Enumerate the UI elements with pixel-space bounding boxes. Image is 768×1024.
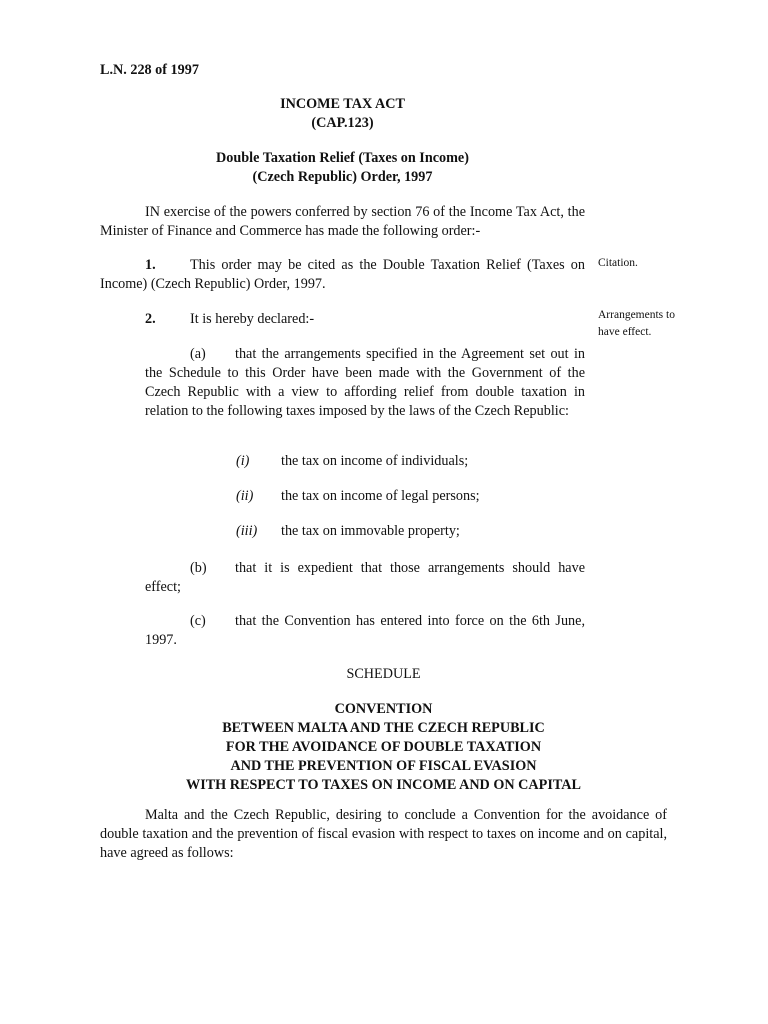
section-1-paragraph [100, 256, 585, 294]
convention-title-line: WITH RESPECT TO TAXES ON INCOME AND ON CAPITAL [186, 777, 581, 793]
order-title-line-2: (Czech Republic) Order, 1997 [252, 169, 433, 185]
clause-a [145, 345, 585, 421]
section-1-text: This order may be cited as the Double Taxation Relief (Taxes on Income) (Czech Republic) Order, 1997. [100, 257, 585, 292]
tax-item-number: (iii) [236, 523, 258, 539]
tax-item-number: (i) [236, 453, 250, 469]
clause-c [145, 612, 585, 650]
tax-list-item [236, 452, 468, 471]
act-title: INCOME TAX ACT [280, 96, 405, 112]
clause-c-text: that the Convention has entered into force on the 6th June, 1997. [145, 613, 585, 648]
clause-a-label: (a) [190, 346, 206, 362]
clause-c-label: (c) [190, 613, 206, 629]
clause-b-label: (b) [190, 560, 207, 576]
tax-item-text: the tax on immovable property; [281, 523, 460, 539]
clause-b-text: that it is expedient that those arrangements should have effect; [145, 560, 585, 595]
section-2-paragraph [145, 310, 314, 329]
section-1-number: 1. [145, 257, 156, 273]
tax-item-text: the tax on income of individuals; [281, 453, 469, 469]
margin-note-citation: Citation. [598, 257, 638, 269]
tax-list-item [236, 487, 480, 506]
preamble-paragraph: IN exercise of the powers conferred by section 76 of the Income Tax Act, the Minister of Finance and Commerce has made the following order:- [100, 204, 585, 239]
legal-notice-number: L.N. 228 of 1997 [100, 62, 199, 78]
tax-item-text: the tax on income of legal persons; [281, 488, 480, 504]
order-title-line-1: Double Taxation Relief (Taxes on Income) [216, 150, 469, 166]
convention-title-line: FOR THE AVOIDANCE OF DOUBLE TAXATION [225, 739, 542, 755]
schedule-heading: SCHEDULE [346, 666, 421, 682]
convention-title-line: AND THE PREVENTION OF FISCAL EVASION [230, 758, 537, 774]
section-2-number: 2. [145, 311, 156, 327]
tax-item-number: (ii) [236, 488, 254, 504]
convention-intro-paragraph: Malta and the Czech Republic, desiring to conclude a Convention for the avoidance of double taxation and the prevention of fiscal evasion with respect to taxes on income and on capital, have agreed as follows: [100, 807, 667, 861]
clause-b [145, 559, 585, 597]
tax-list-item [236, 522, 460, 541]
convention-title-line: BETWEEN MALTA AND THE CZECH REPUBLIC [222, 720, 545, 736]
convention-title [100, 700, 667, 795]
clause-a-text: that the arrangements specified in the Agreement set out in the Schedule to this Order have been made with the Government of the Czech Republic with a view to affording relief from double taxation in relation to the following taxes imposed by the laws of the Czech Republic: [145, 346, 585, 419]
act-chapter: (CAP.123) [311, 115, 374, 131]
margin-note-arrangements: Arrangements to have effect. [598, 309, 675, 338]
section-1 [100, 256, 585, 294]
convention-title-line: CONVENTION [334, 701, 433, 717]
section-2-text: It is hereby declared:- [190, 311, 315, 327]
